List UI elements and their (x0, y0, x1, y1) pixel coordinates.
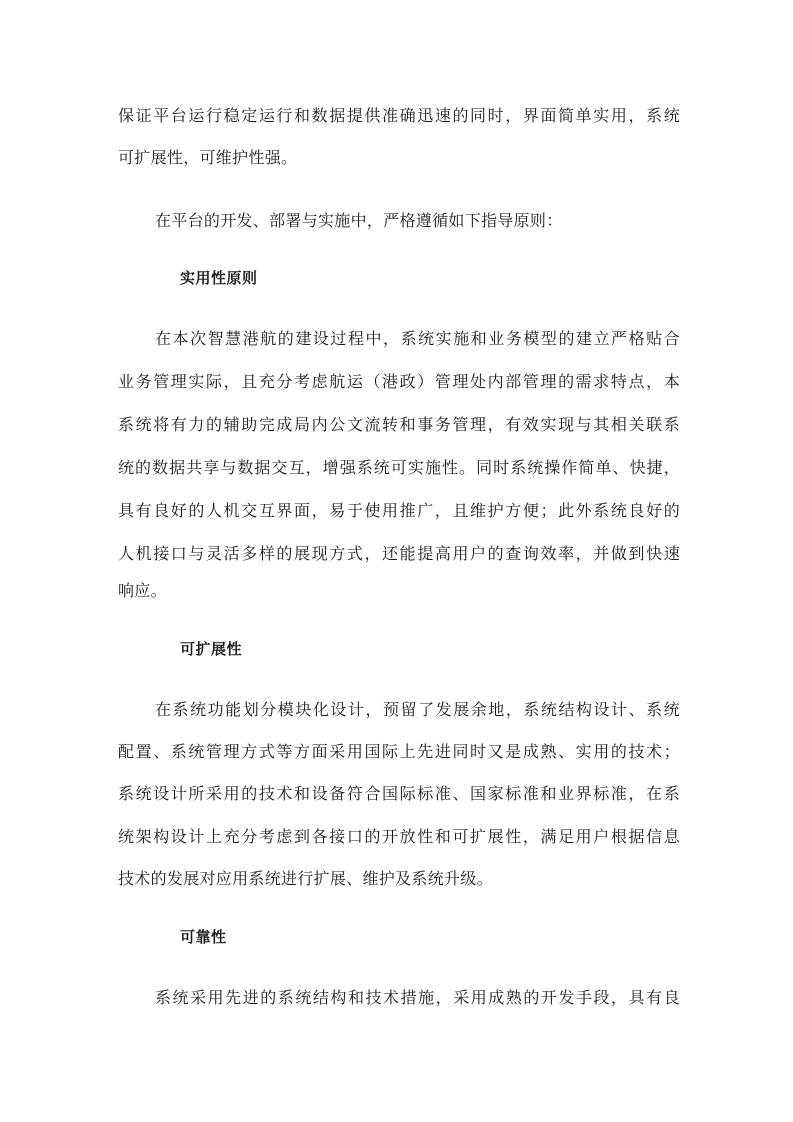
paragraph-line: 在系统功能划分模块化设计，预留了发展余地，系统结构设计、系统 (155, 700, 680, 719)
paragraph-line: 业务管理实际，且充分考虑航运（港政）管理处内部管理的需求特点，本 (118, 372, 680, 391)
paragraph-line: 可扩展性，可维护性强。 (118, 148, 298, 167)
paragraph-line: 响应。 (118, 581, 167, 600)
paragraph-line: 人机接口与灵活多样的展现方式，还能提高用户的查询效率，并做到快速 (118, 544, 680, 563)
paragraph-line: 统的数据共享与数据交互，增强系统可实施性。同时系统操作简单、快捷， (118, 458, 680, 477)
paragraph-line: 系统将有力的辅助完成局内公文流转和事务管理，有效实现与其相关联系 (118, 415, 680, 434)
paragraph-line: 具有良好的人机交互界面，易于使用推广，且维护方便；此外系统良好的 (118, 501, 680, 520)
paragraph-line: 在本次智慧港航的建设过程中，系统实施和业务模型的建立严格贴合 (155, 329, 680, 348)
paragraph-line: 系统采用先进的系统结构和技术措施，采用成熟的开发手段，具有良 (155, 988, 680, 1007)
section-heading: 可靠性 (180, 928, 227, 946)
paragraph-line: 系统设计所采用的技术和设备符合国际标准、国家标准和业界标准，在系 (118, 784, 680, 803)
paragraph-line: 配置、系统管理方式等方面采用国际上先进同时又是成熟、实用的技术； (118, 742, 680, 761)
section-heading: 可扩展性 (180, 640, 243, 658)
paragraph-line: 在平台的开发、部署与实施中，严格遵循如下指导原则： (155, 211, 563, 230)
paragraph-line: 技术的发展对应用系统进行扩展、维护及系统升级。 (118, 869, 493, 888)
section-heading: 实用性原则 (180, 269, 258, 287)
paragraph-line: 统架构设计上充分考虑到各接口的开放性和可扩展性，满足用户根据信息 (118, 827, 680, 846)
paragraph-line: 保证平台运行稳定运行和数据提供准确迅速的同时，界面简单实用，系统 (118, 106, 680, 125)
